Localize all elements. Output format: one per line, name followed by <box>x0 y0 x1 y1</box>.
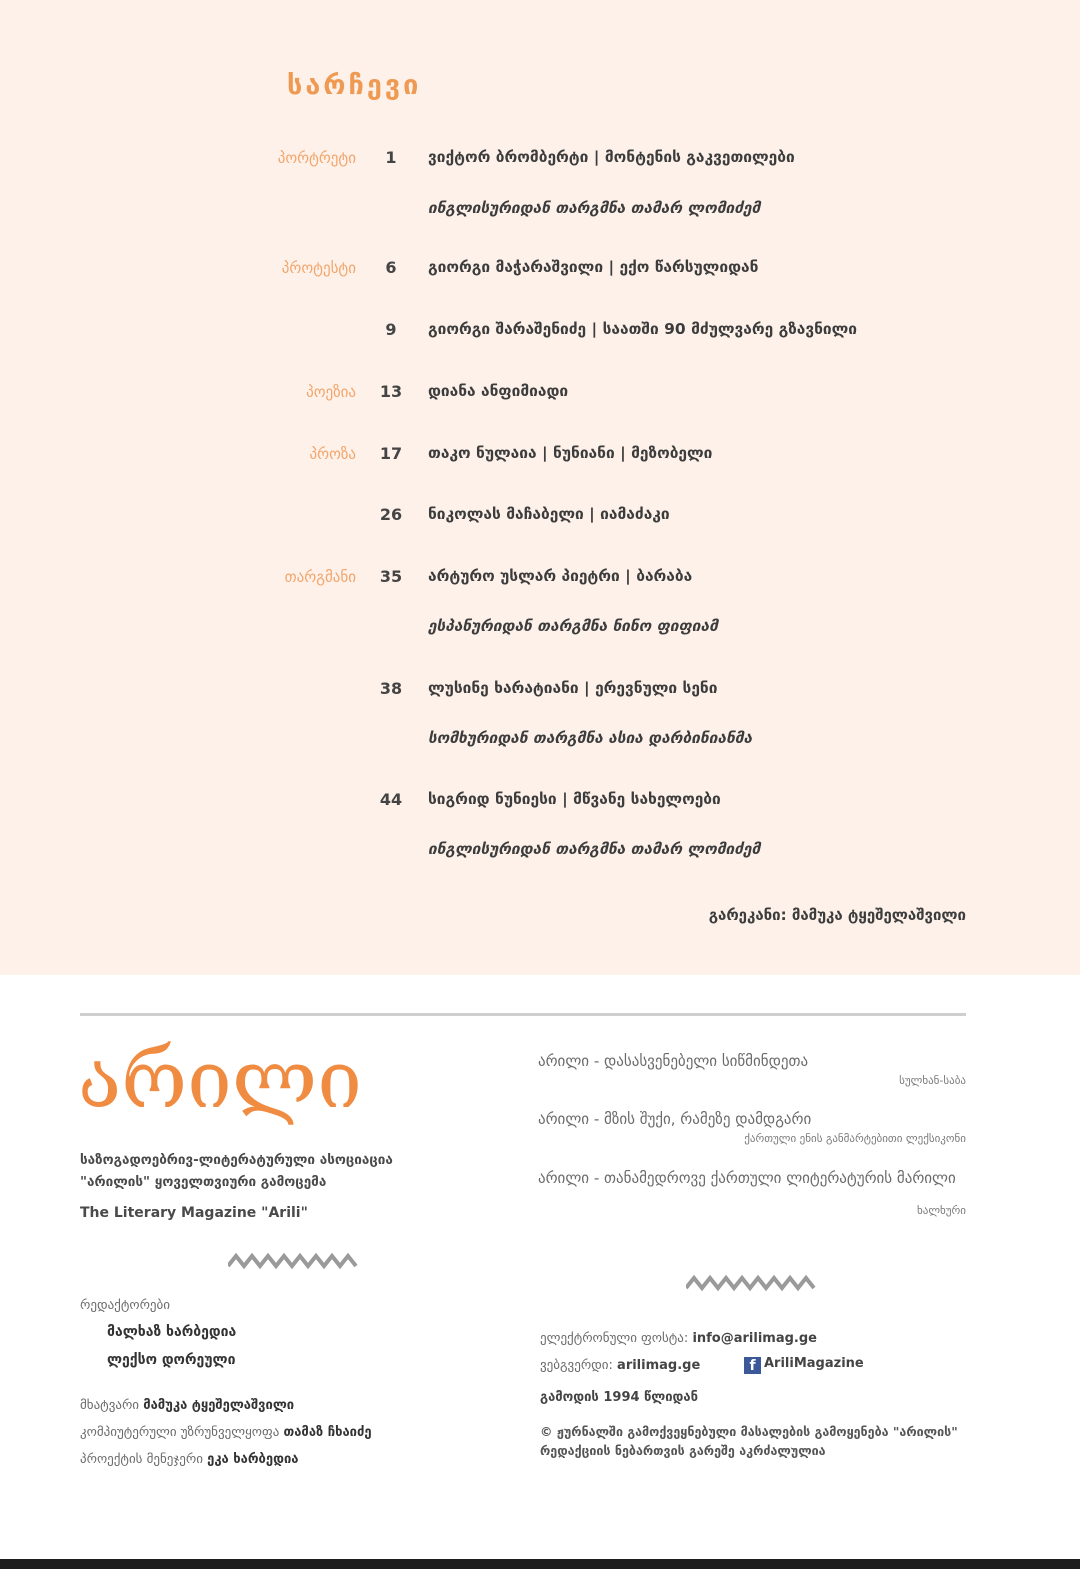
editor-name: მალხაზ ხარბედია <box>107 1324 237 1340</box>
email-label: ელექტრონული ფოსტა: <box>540 1331 689 1346</box>
artist-label: მხატვარი <box>80 1398 140 1413</box>
ad-line: არილი - დასასვენებელი სიწმინდეთა <box>538 1052 809 1070</box>
toc-section-label: პორტრეტი <box>277 149 356 167</box>
toc-page-number: 44 <box>379 790 403 809</box>
toc-translator: ინგლისურიდან თარგმნა თამარ ლომიძემ <box>428 199 761 217</box>
since-year: გამოდის 1994 წლიდან <box>540 1390 698 1405</box>
bottom-bar <box>0 1559 1080 1569</box>
toc-entry[interactable]: ნიკოლას მაჩაბელი | იამაძაკი <box>428 505 670 523</box>
toc-page-number: 1 <box>385 148 397 167</box>
toc-section-label: პოეზია <box>306 383 356 401</box>
facebook-link[interactable]: AriliMagazine <box>764 1356 864 1371</box>
toc-translator: ესპანურიდან თარგმნა ნინო ფიფიამ <box>428 617 718 635</box>
facebook-contact[interactable] <box>744 1356 864 1374</box>
manager-name: ეკა ხარბედია <box>207 1452 299 1467</box>
toc-page-number: 38 <box>379 679 403 698</box>
facebook-icon: f <box>744 1357 761 1374</box>
english-name: The Literary Magazine "Arili" <box>80 1205 308 1221</box>
toc-entry[interactable]: გიორგი მაჭარაშვილი | ექო წარსულიდან <box>428 258 759 276</box>
toc-section-label: პროზა <box>309 445 356 463</box>
artist-credit <box>80 1398 294 1413</box>
toc-page-number: 26 <box>379 505 403 524</box>
email-contact <box>540 1331 817 1346</box>
cover-credit: გარეკანი: მამუკა ტყეშელაშვილი <box>708 906 966 924</box>
toc-entry[interactable]: თაკო ნულაია | ნუნიანი | მეზობელი <box>428 444 713 462</box>
artist-name: მამუკა ტყეშელაშვილი <box>143 1398 295 1413</box>
zigzag-ornament <box>686 1274 818 1292</box>
web-contact <box>540 1358 700 1373</box>
editor-name: ლექსო დორეული <box>107 1352 236 1368</box>
computer-credit <box>80 1425 372 1440</box>
editors-label: რედაქტორები <box>80 1298 170 1313</box>
toc-page-number: 13 <box>379 382 403 401</box>
toc-section-label: პროტესტი <box>281 259 356 277</box>
toc-page-number: 9 <box>385 320 397 339</box>
toc-page-number: 17 <box>379 444 403 463</box>
publisher-line-2: "არილის" ყოველთვიური გამოცემა <box>80 1174 327 1190</box>
email-link[interactable]: info@arilimag.ge <box>692 1331 817 1346</box>
ad-line: არილი - თანამედროვე ქართული ლიტერატურის მარილი <box>538 1169 956 1187</box>
manager-credit <box>80 1452 298 1467</box>
toc-entry[interactable]: ლუსინე ხარატიანი | ერევნული სენი <box>428 679 718 697</box>
toc-entry[interactable]: სიგრიდ ნუნიესი | მწვანე სახელოები <box>428 790 721 808</box>
arili-logo: არილი <box>78 1033 362 1126</box>
toc-page-number: 6 <box>385 258 397 277</box>
ad-source: ხალხური <box>917 1204 966 1217</box>
toc-entry[interactable]: ვიქტორ ბრომბერტი | მონტენის გაკვეთილები <box>428 148 795 166</box>
toc-translator: სომხურიდან თარგმნა ასია დარბინიანმა <box>428 729 753 747</box>
publisher-line-1: საზოგადოებრივ-ლიტერატურული ასოციაცია <box>80 1152 393 1168</box>
toc-translator: ინგლისურიდან თარგმნა თამარ ლომიძემ <box>428 840 761 858</box>
ad-source: სულხან-საბა <box>899 1074 966 1087</box>
ad-source: ქართული ენის განმარტებითი ლექსიკონი <box>744 1132 966 1145</box>
computer-label: კომპიუტერული უზრუნველყოფა <box>80 1425 280 1440</box>
ad-line: არილი - მზის შუქი, რამეზე დამდგარი <box>538 1110 812 1128</box>
contents-title: სარჩევი <box>287 70 422 101</box>
manager-label: პროექტის მენეჯერი <box>80 1452 203 1467</box>
divider <box>80 1013 966 1016</box>
toc-entry[interactable]: არტურო უსლარ პიეტრი | ბარაბა <box>428 567 693 585</box>
computer-name: თამაზ ჩხაიძე <box>283 1425 372 1440</box>
toc-entry[interactable]: გიორგი შარაშენიძე | საათში 90 მძულვარე გზავნილი <box>428 320 858 338</box>
zigzag-ornament <box>228 1252 360 1270</box>
toc-section-label: თარგმანი <box>284 568 356 586</box>
toc-page-number: 35 <box>379 567 403 586</box>
copyright-notice: © ჟურნალში გამოქვეყნებული მასალების გამოყენება "არილის" რედაქციის ნებართვის გარეშე აკრძალულია <box>540 1424 958 1458</box>
web-link[interactable]: arilimag.ge <box>617 1358 701 1373</box>
web-label: ვებგვერდი: <box>540 1358 613 1373</box>
toc-entry[interactable]: დიანა ანფიმიადი <box>428 382 569 400</box>
